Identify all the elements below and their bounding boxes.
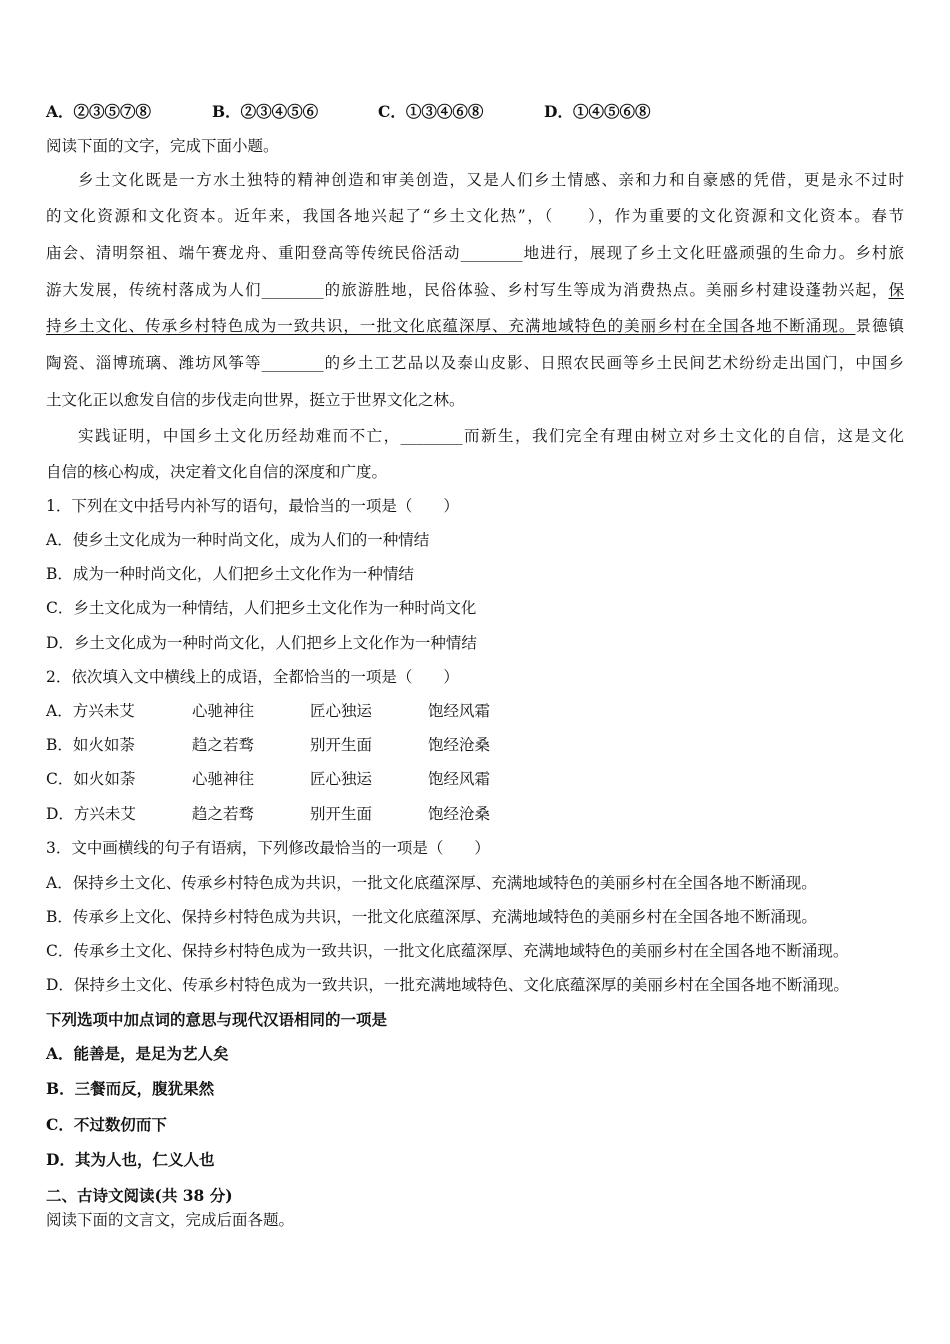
passage-line: 的文化资源和文化资本。近年来，我国各地兴起了“乡土文化热”，（ ），作为重要的文化资源和文化资本。春节 bbox=[46, 207, 904, 225]
question-2-option-d[interactable] bbox=[46, 802, 546, 824]
idiom: 饱经风霜 bbox=[428, 702, 491, 720]
question-1-option-a[interactable]: A．使乡土文化成为一种时尚文化，成为人们的一种情结 bbox=[46, 531, 430, 549]
passage-line: 实践证明，中国乡土文化历经劫难而不亡，________而新生，我们完全有理由树立对乡土文化的自信，这是文化 bbox=[78, 427, 904, 445]
passage-text: 景德镇 bbox=[855, 317, 904, 335]
idiom: 饱经风霜 bbox=[428, 770, 491, 788]
idiom: C．如火如荼 bbox=[46, 770, 136, 788]
passage-line: 自信的核心构成，决定着文化自信的深度和广度。 bbox=[46, 463, 388, 481]
section-heading: 二、古诗文阅读(共 38 分) bbox=[46, 1186, 233, 1205]
idiom: 匠心独运 bbox=[310, 770, 373, 788]
option-c[interactable]: C．①③④⑥⑧ bbox=[378, 102, 484, 121]
passage-line: 乡土文化既是一方水土独特的精神创造和审美创造，又是人们乡土情感、亲和力和自豪感的凭借，更是永不过时 bbox=[78, 171, 904, 189]
question-1-stem: 1．下列在文中括号内补写的语句，最恰当的一项是（ ） bbox=[46, 497, 459, 515]
option-b[interactable]: B．②③④⑤⑥ bbox=[212, 102, 319, 121]
idiom: 匠心独运 bbox=[310, 702, 373, 720]
idiom: 别开生面 bbox=[310, 736, 373, 754]
option-a[interactable]: A．②③⑤⑦⑧ bbox=[46, 102, 152, 121]
question-4-option-a[interactable]: A．能善是，是足为艺人矣 bbox=[46, 1044, 229, 1063]
passage-line: 土文化正以愈发自信的步伐走向世界，挺立于世界文化之林。 bbox=[46, 391, 465, 409]
passage-line bbox=[46, 314, 904, 336]
option-d[interactable]: D．①④⑤⑥⑧ bbox=[544, 102, 651, 121]
idiom: 心驰神往 bbox=[192, 770, 255, 788]
question-2-option-b[interactable] bbox=[46, 733, 546, 755]
question-1-option-d[interactable]: D．乡土文化成为一种时尚文化，人们把乡上文化作为一种情结 bbox=[46, 634, 477, 652]
idiom: 别开生面 bbox=[310, 805, 373, 823]
question-4-option-d[interactable]: D．其为人也，仁义人也 bbox=[46, 1150, 215, 1169]
idiom: B．如火如荼 bbox=[46, 736, 135, 754]
passage-line bbox=[46, 278, 904, 300]
idiom: 心驰神往 bbox=[192, 702, 255, 720]
question-2-stem: 2．依次填入文中横线上的成语，全都恰当的一项是（ ） bbox=[46, 668, 459, 686]
question-2-option-a[interactable] bbox=[46, 699, 546, 721]
underlined-sentence: 持乡土文化、传承乡村特色成为一致共识，一批文化底蕴深厚、充满地域特色的美丽乡村在全国各地不断涌现。 bbox=[46, 317, 856, 335]
question-3-stem: 3．文中画横线的句子有语病，下列修改最恰当的一项是（ ） bbox=[46, 839, 490, 857]
reading-instruction: 阅读下面的文字，完成下面小题。 bbox=[46, 137, 279, 155]
idiom: 饱经沧桑 bbox=[428, 736, 491, 754]
question-3-option-c[interactable]: C．传承乡土文化、保持乡村特色成为一致共识，一批文化底蕴深厚、充满地域特色的美丽乡村在全国各地不断涌现。 bbox=[46, 942, 849, 960]
question-1-option-b[interactable]: B．成为一种时尚文化，人们把乡土文化作为一种情结 bbox=[46, 565, 414, 583]
question-3-option-d[interactable]: D．保持乡土文化、传承乡村特色成为一致共识，一批充满地域特色、文化底蕴深厚的美丽乡村在全国各地不断涌现。 bbox=[46, 976, 849, 994]
question-3-option-a[interactable]: A．保持乡土文化、传承乡村特色成为共识，一批文化底蕴深厚、充满地域特色的美丽乡村在全国各地不断涌现。 bbox=[46, 874, 817, 892]
idiom: 趋之若骛 bbox=[192, 805, 255, 823]
question-4-option-c[interactable]: C．不过数仞而下 bbox=[46, 1115, 167, 1134]
question-1-option-c[interactable]: C．乡土文化成为一种情结，人们把乡土文化作为一种时尚文化 bbox=[46, 599, 477, 617]
idiom: 饱经沧桑 bbox=[428, 805, 491, 823]
passage-line: 庙会、清明祭祖、端午赛龙舟、重阳登高等传统民俗活动________地进行，展现了乡土文化旺盛顽强的生命力。乡村旅 bbox=[46, 244, 904, 262]
idiom: D．方兴未艾 bbox=[46, 805, 136, 823]
underlined-sentence-start: 保 bbox=[888, 281, 904, 299]
question-4-option-b[interactable]: B．三餐而反，腹犹果然 bbox=[46, 1079, 215, 1098]
idiom: A．方兴未艾 bbox=[46, 702, 135, 720]
question-3-option-b[interactable]: B．传承乡上文化、保持乡村特色成为共识，一批文化底蕴深厚、充满地域特色的美丽乡村在全国各地不断涌现。 bbox=[46, 908, 817, 926]
question-4-stem: 下列选项中加点词的意思与现代汉语相同的一项是 bbox=[46, 1010, 388, 1029]
section-instruction: 阅读下面的文言文，完成后面各题。 bbox=[46, 1211, 295, 1229]
passage-text: 游大发展，传统村落成为人们________的旅游胜地，民俗体验、乡村写生等成为消费热点。美丽乡村建设蓬勃兴起， bbox=[46, 281, 889, 299]
idiom: 趋之若骛 bbox=[192, 736, 255, 754]
previous-question-options bbox=[46, 100, 710, 122]
passage-line: 陶瓷、淄博琉璃、潍坊风筝等________的乡土工艺品以及泰山皮影、日照农民画等乡土民间艺术纷纷走出国门，中国乡 bbox=[46, 354, 904, 372]
question-2-option-c[interactable] bbox=[46, 767, 546, 789]
